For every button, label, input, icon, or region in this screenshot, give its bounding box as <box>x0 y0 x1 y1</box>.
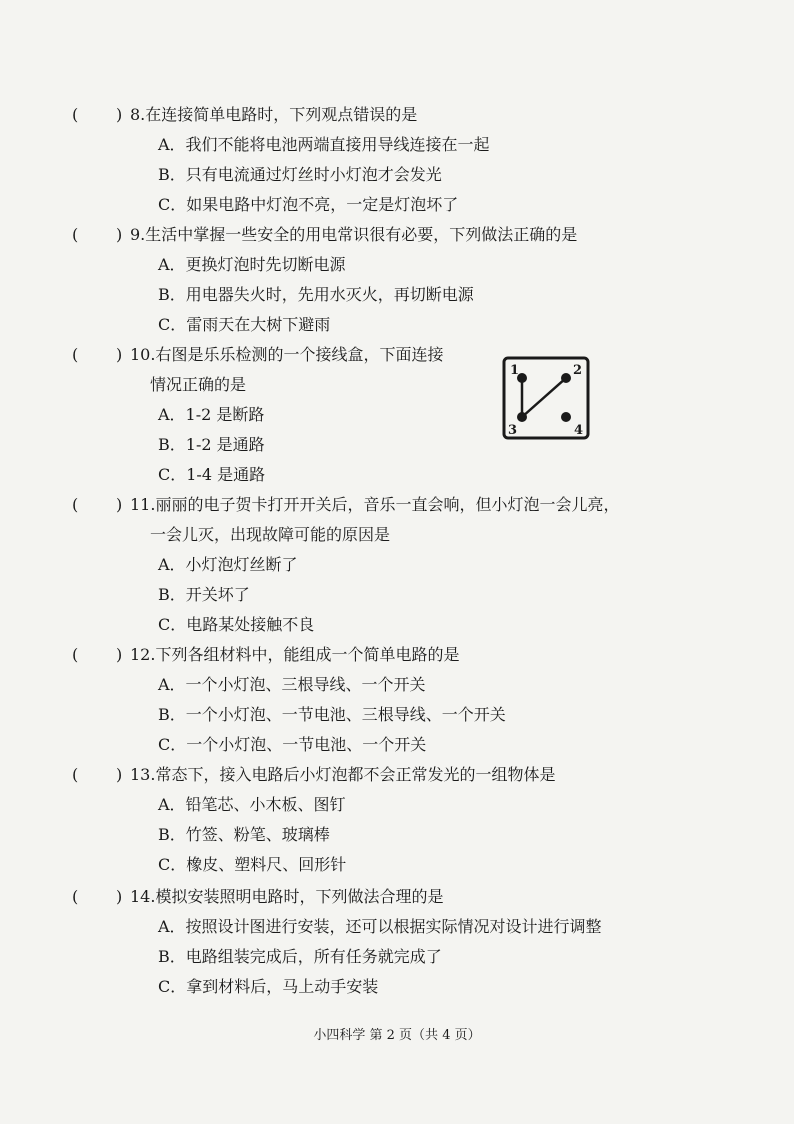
question-text-continued: 一会儿灭，出现故障可能的原因是 <box>150 525 391 544</box>
option-c: C．拿到材料后，马上动手安装 <box>158 977 379 996</box>
question-text: 丽丽的电子贺卡打开开关后，音乐一直会响，但小灯泡一会儿亮， <box>155 495 620 514</box>
answer-paren-close: ) <box>116 645 123 664</box>
answer-paren-open: ( <box>72 495 79 514</box>
option-a: A．1-2 是断路 <box>158 405 265 424</box>
junction-box-diagram <box>502 356 590 440</box>
question-number: 14. <box>130 887 156 906</box>
option-a: A．我们不能将电池两端直接用导线连接在一起 <box>158 135 490 154</box>
terminal-4 <box>561 412 571 422</box>
answer-paren-open: ( <box>72 225 79 244</box>
option-c: C．1-4 是通路 <box>158 465 266 484</box>
option-b: B．只有电流通过灯丝时小灯泡才会发光 <box>158 165 442 184</box>
question-11 <box>68 490 748 640</box>
option-c: C．雷雨天在大树下避雨 <box>158 315 331 334</box>
option-c: C．如果电路中灯泡不亮，一定是灯泡坏了 <box>158 195 459 214</box>
question-8 <box>68 100 748 220</box>
question-text: 模拟安装照明电路时，下列做法合理的是 <box>155 887 444 906</box>
answer-paren-open: ( <box>72 345 79 364</box>
option-a: A．小灯泡灯丝断了 <box>158 555 298 574</box>
terminal-3 <box>517 412 527 422</box>
option-b: B．竹签、粉笔、玻璃棒 <box>158 825 330 844</box>
question-stem <box>130 340 443 370</box>
question-stem <box>130 760 555 790</box>
option-a: A．一个小灯泡、三根导线、一个开关 <box>158 675 426 694</box>
question-stem <box>130 220 577 250</box>
option-a: A．按照设计图进行安装，还可以根据实际情况对设计进行调整 <box>158 917 602 936</box>
answer-paren-close: ) <box>116 225 123 244</box>
label-1: 1 <box>510 363 520 378</box>
answer-paren-close: ) <box>116 765 123 784</box>
question-number: 11. <box>130 495 156 514</box>
answer-paren-open: ( <box>72 765 79 784</box>
question-text: 常态下，接入电路后小灯泡都不会正常发光的一组物体是 <box>155 765 556 784</box>
question-stem <box>130 882 443 912</box>
question-text-continued: 情况正确的是 <box>150 375 247 394</box>
answer-paren-close: ) <box>116 105 123 124</box>
option-c: C．电路某处接触不良 <box>158 615 315 634</box>
question-14 <box>68 882 748 1002</box>
option-b: B．开关坏了 <box>158 585 250 604</box>
question-text: 右图是乐乐检测的一个接线盒，下面连接 <box>155 345 444 364</box>
label-2: 2 <box>573 363 583 378</box>
label-3: 3 <box>508 423 518 438</box>
answer-paren-close: ) <box>116 887 123 906</box>
option-b: B．一个小灯泡、一节电池、三根导线、一个开关 <box>158 705 506 724</box>
question-10 <box>68 340 748 490</box>
question-9 <box>68 220 748 340</box>
terminal-2 <box>561 373 571 383</box>
wire-3-2 <box>522 378 566 417</box>
answer-paren-open: ( <box>72 645 79 664</box>
option-b: B．电路组装完成后，所有任务就完成了 <box>158 947 442 966</box>
question-stem <box>130 100 417 130</box>
label-4: 4 <box>574 423 584 438</box>
question-stem <box>130 640 459 670</box>
question-text: 生活中掌握一些安全的用电常识很有必要，下列做法正确的是 <box>145 225 578 244</box>
page-footer: 小四科学 第 2 页（共 4 页） <box>313 1028 481 1043</box>
option-a: A．更换灯泡时先切断电源 <box>158 255 346 274</box>
question-number: 9. <box>130 225 146 244</box>
answer-paren-open: ( <box>72 887 79 906</box>
option-b: B．1-2 是通路 <box>158 435 265 454</box>
question-stem <box>130 490 619 520</box>
answer-paren-open: ( <box>72 105 79 124</box>
question-13 <box>68 760 748 880</box>
option-a: A．铅笔芯、小木板、图钉 <box>158 795 346 814</box>
question-number: 10. <box>130 345 156 364</box>
answer-paren-close: ) <box>116 495 123 514</box>
question-text: 下列各组材料中，能组成一个简单电路的是 <box>155 645 460 664</box>
question-12 <box>68 640 748 760</box>
option-c: C．一个小灯泡、一节电池、一个开关 <box>158 735 427 754</box>
answer-paren-close: ) <box>116 345 123 364</box>
question-number: 13. <box>130 765 156 784</box>
question-text: 在连接简单电路时，下列观点错误的是 <box>145 105 418 124</box>
question-number: 12. <box>130 645 156 664</box>
option-c: C．橡皮、塑料尺、回形针 <box>158 855 347 874</box>
option-b: B．用电器失火时，先用水灭火，再切断电源 <box>158 285 474 304</box>
question-number: 8. <box>130 105 146 124</box>
